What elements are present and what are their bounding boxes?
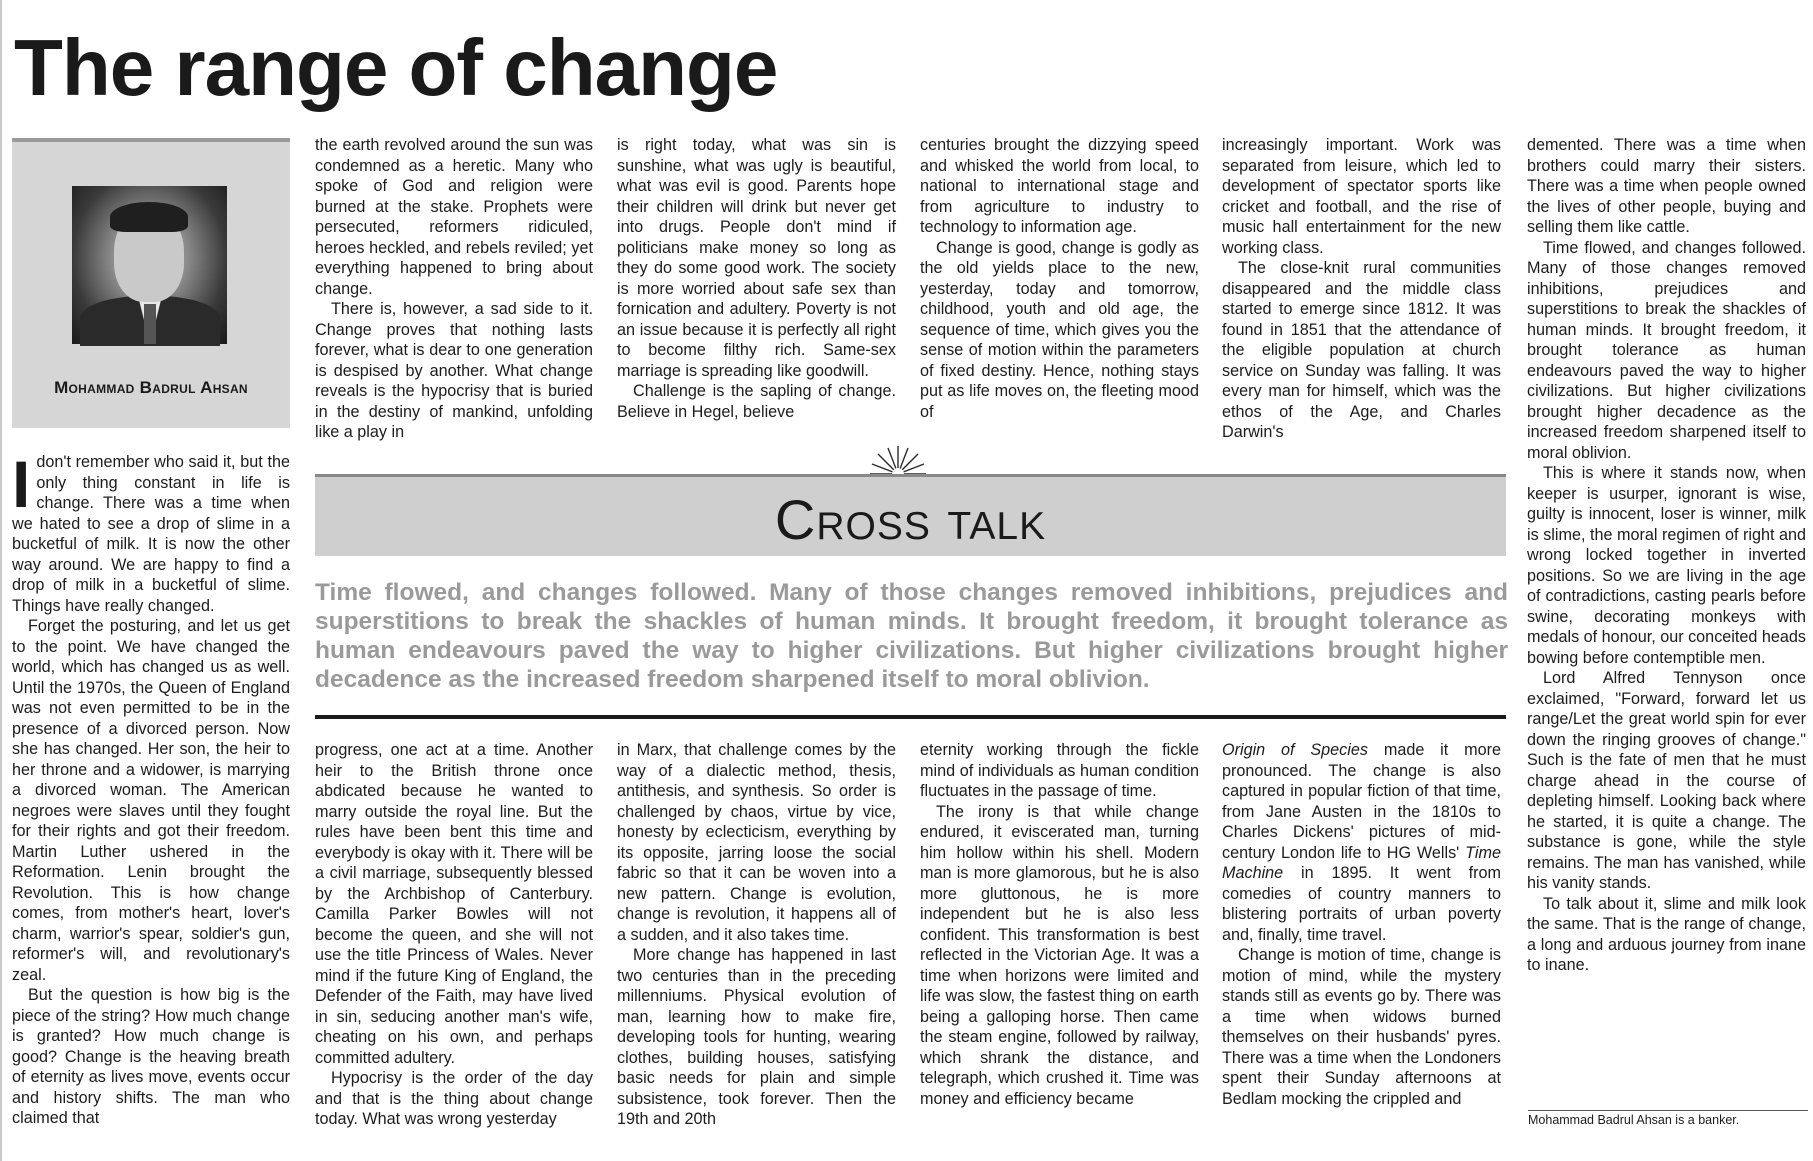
col2-bottom-paragraph: progress, one act at a time. Another heir to the British throne once abdicated because he wanted to marry outside the royal line. But the rules have been bent this time and everybody is okay with it. There will be a civil marriage, subsequently blessed by the Archbishop of Canterbury. Camilla Parker Bowles will not become the queen, and she will not use the title Princess of Wales. Never mind if the future King of England, the Defender of the Faith, may have lived in sin, seducing another man's wife, cheating on his own, and perhaps committed adultery.	[315, 741, 593, 1067]
column-3-bottom	[617, 740, 896, 1130]
col5-top-paragraph: The close-knit rural communities disappeared and the middle class started to emerge since 1812. It was found in 1851 that the attendance of the eligible population at church service on Sunday was falling. It was every man for himself, which was the ethos of the Age, and Charles Darwin's	[1222, 259, 1501, 441]
col6-paragraph: To talk about it, slime and milk look the same. That is the range of change, a long and arduous journey from inane to inane.	[1527, 894, 1806, 974]
col3-top-paragraph: Challenge is the sapling of change. Believe in Hegel, believe	[617, 382, 896, 421]
col6-paragraph: Lord Alfred Tennyson once exclaimed, "Forward, forward let us range/Let the great world spin for ever down the ringing grooves of change." Such is the fate of men that he must charge ahead in the course of depleting himself. Looking back where he started, it is quite a change. The substance is gone, while the style remains. The man has vanished, while his vanity stands.	[1527, 669, 1806, 892]
section-divider	[315, 715, 1506, 719]
col1-paragraph: Forget the posturing, and let us get to the point. We have changed the world, which has changed us as well. Until the 1970s, the Queen of England was not even permitted to be in the presence of a divorced person. Now she has changed. Her son, the heir to her throne and a widower, is marrying a divorced woman. The American negroes were slaves until they fought for their rights and got their freedom. Martin Luther ushered in the Reformation. Lenin brought the Revolution. This is how change comes, from mother's heart, lover's charm, warrior's spear, soldier's gun, reformer's will, and revolutionary's zeal.	[12, 617, 290, 984]
book-title-time-machine: Time Machine	[1222, 843, 1501, 882]
col4-bottom-paragraph: eternity working through the fickle mind of individuals as human condition fluctuates in the passage of time.	[920, 741, 1199, 800]
col6-paragraph: demented. There was a time when brothers could marry their sisters. There was a time when people owned the lives of other people, buying and selling them like cattle.	[1527, 136, 1806, 236]
col3-top-paragraph: is right today, what was sin is sunshine, what was ugly is beautiful, what was evil is good. Parents hope their children will drink but never get into drugs. People don't mind if politicians make money so long as they do some good work. The society is more worried about safe sex than fornication and adultery. Poverty is not an issue because it is perfectly all right to become filthy rich. Same-sex marriage is spreading like goodwill.	[617, 136, 896, 380]
col6-paragraph: Time flowed, and changes followed. Many of those changes removed inhibitions, prejudices and superstitions to break the shackles of human minds. It brought freedom, it brought tolerance as human endeavours paved the way to higher civilizations. But higher civilizations brought higher decadence as the increased freedom sharpened itself to moral oblivion.	[1527, 238, 1806, 462]
col5-top-paragraph: increasingly important. Work was separated from leisure, which led to development of spectator sports like cricket and football, and the rise of music hall entertainment for the new working class.	[1222, 136, 1501, 257]
column-5-bottom	[1222, 740, 1501, 1109]
footnote-rule	[1528, 1110, 1808, 1111]
left-margin-rule	[0, 0, 2, 1161]
headline: The range of change	[14, 23, 778, 112]
pull-quote: Time flowed, and changes followed. Many of those changes removed inhibitions, prejudices and superstitions to break the shackles of human minds. It brought freedom, it brought tolerance as human endeavours paved the way to higher civilizations. But higher civilizations brought higher decadence as the increased freedom sharpened itself to moral oblivion.	[315, 579, 1508, 693]
col5-bottom-paragraph: Origin of Species made it more pronounced. The change is also captured in popular fiction of that time, from Jane Austen in the 1810s to Charles Dickens' pictures of mid-century London life to HG Wells' Time Machine in 1895. It went from comedies of country manners to blistering portraits of urban poverty and, finally, time travel.	[1222, 741, 1502, 944]
col1-paragraph: But the question is how big is the piece of the string? How much change is granted? How much change is good? Change is the heaving breath of eternity as lives move, events occur and history shifts. The man who claimed that	[12, 986, 290, 1127]
col1-paragraph: Idon't remember who said it, but the only thing constant in life is change. There was a time when we hated to see a drop of slime in a bucketful of milk. It is now the other way around. We are happy to find a drop of milk in a bucketful of slime. Things have really changed.	[12, 447, 290, 615]
section-label: Cross talk	[774, 488, 1047, 551]
author-footnote: Mohammad Badrul Ahsan is a banker.	[1528, 1113, 1740, 1127]
column-3-top	[617, 135, 896, 422]
col4-top-paragraph: Change is good, change is godly as the old yields place to the new, yesterday, today and tomorrow, childhood, youth and old age, the sequence of time, which gives you the sense of motion within the parameters of fixed destiny. Hence, nothing stays put as life moves on, the fleeting mood of	[920, 238, 1199, 421]
col6-paragraph: This is where it stands now, when keeper is usurper, ignorant is wise, guilty is innocent, loser is winner, milk is slime, the moral regimen of right and wrong locked together in inverted positions. So we are living in the age of contradictions, casting pearls before swine, decorating monkeys with medals of honour, our conceited heads bowing before contemptible men.	[1527, 464, 1806, 667]
col3-bottom-paragraph: in Marx, that challenge comes by the way of a dialectic method, thesis, antithesis, and synthesis. So order is challenged by chaos, virtue by vice, honesty by eclecticism, everything by its opposite, jarring loose the social fabric so that it can be woven into a new pattern. Change is evolution, change is revolution, it happens all of a sudden, and it also takes time.	[617, 741, 896, 944]
column-2-top	[315, 135, 593, 443]
cross-talk-band	[315, 474, 1506, 556]
column-2-bottom	[315, 740, 593, 1130]
col5-bottom-paragraph: Change is motion of time, change is motion of mind, while the mystery stands still as events go by. There was a time when widows burned themselves on their husbands' pyres. There was a time when the Londoners spent their Sunday afternoons at Bedlam mocking the crippled and	[1222, 946, 1501, 1108]
book-title-origin: Origin of Species	[1222, 741, 1368, 759]
drop-cap: I	[12, 447, 31, 521]
col3-bottom-paragraph: More change has happened in last two centuries than in the preceding millenniums. Physical evolution of man, learning how to make fire, developing tools for hunting, wearing clothes, building houses, satisfying basic needs for plain and simple subsistence, took forever. Then the 19th and 20th	[617, 946, 896, 1128]
column-1	[12, 447, 290, 1129]
column-4-top	[920, 135, 1199, 422]
col2-bottom-paragraph: Hypocrisy is the order of the day and that is the thing about change today. What was wrong yesterday	[315, 1069, 593, 1128]
column-5-top	[1222, 135, 1501, 443]
col2-top-paragraph: the earth revolved around the sun was condemned as a heretic. Many who spoke of God and religion were burned at the stake. Prophets were persecuted, reformers ridiculed, heroes heckled, and rebels reviled; yet everything happened to bring about change.	[315, 136, 593, 298]
column-6	[1527, 135, 1806, 976]
author-photo	[72, 186, 227, 344]
col2-top-paragraph: There is, however, a sad side to it. Change proves that nothing lasts forever, what is dear to one generation is despised by another. What change reveals is the hypocrisy that is buried in the destiny of mankind, unfolding like a play in	[315, 300, 593, 441]
col4-top-paragraph: centuries brought the dizzying speed and whisked the world from local, to national to international stage and from agriculture to industry to technology to information age.	[920, 136, 1199, 236]
col4-bottom-paragraph: The irony is that while change endured, it eviscerated man, turning him hollow within his shell. Modern man is more glamorous, but he is also more gluttonous, he is more independent but he is also less confident. This transformation is best reflected in the Victorian Age. It was a time when horizons were limited and life was slow, the fastest thing on earth being a galloping horse. Then came the steam engine, followed by railway, which shrank the distance, and telegraph, which crushed it. Time was money and efficiency became	[920, 802, 1199, 1108]
author-name: Mohammad Badrul Ahsan	[54, 378, 248, 397]
column-4-bottom	[920, 740, 1199, 1109]
author-box	[12, 138, 290, 428]
